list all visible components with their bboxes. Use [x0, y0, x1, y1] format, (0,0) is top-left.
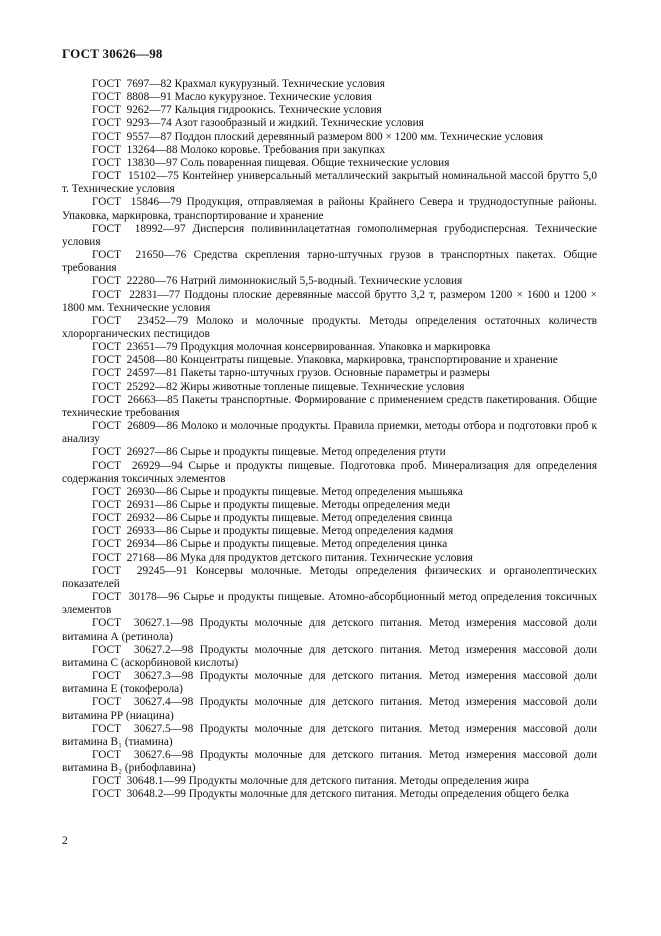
- reference-title: Жиры животные топленые пищевые. Технические условия: [180, 380, 465, 393]
- page-header-standard: ГОСТ 30626—98: [62, 46, 163, 61]
- reference-code: ГОСТ 24597—81: [92, 367, 178, 380]
- reference-title: Консервы молочные. Методы определения физических и органолептических показателей: [62, 564, 597, 590]
- reference-code: ГОСТ 23452—79: [92, 314, 189, 327]
- reference-title: Продукты молочные для детского питания. Метод измерения массовой доли витамина А (ретинола): [62, 617, 597, 643]
- reference-code: ГОСТ 23651—79: [92, 341, 178, 354]
- reference-code: ГОСТ 13264—88: [92, 143, 178, 156]
- reference-title: Продукты молочные для детского питания. Метод измерения массовой доли витамина В₁ (тиамина): [62, 722, 597, 748]
- reference-item: [62, 104, 597, 117]
- reference-item: [62, 367, 597, 380]
- reference-code: ГОСТ 26809—86: [92, 420, 178, 433]
- reference-title: Натрий лимоннокислый 5,5-водный. Технические условия: [180, 275, 463, 288]
- reference-item: [62, 394, 597, 420]
- reference-item: [62, 460, 597, 486]
- reference-item: [62, 144, 597, 157]
- reference-code: ГОСТ 30627.1—98: [92, 617, 194, 630]
- reference-code: ГОСТ 13830—97: [92, 156, 178, 169]
- reference-code: ГОСТ 9557—87: [92, 130, 172, 143]
- reference-code: ГОСТ 22831—77: [92, 288, 181, 301]
- reference-code: ГОСТ 15846—79: [92, 196, 182, 209]
- reference-title: Продукты молочные для детского питания. Метод измерения массовой доли витамина РР (ниацина): [62, 696, 597, 722]
- reference-code: ГОСТ 26934—86: [92, 538, 178, 551]
- reference-title: Крахмал кукурузный. Технические условия: [174, 78, 386, 90]
- reference-item: [62, 723, 597, 749]
- reference-code: ГОСТ 21650—76: [92, 249, 187, 262]
- reference-title: Сырье и продукты пищевые. Метод определения кадмия: [180, 525, 454, 538]
- reference-code: ГОСТ 18992—97: [92, 222, 186, 235]
- reference-item: [62, 696, 597, 722]
- reference-item: [62, 670, 597, 696]
- reference-code: ГОСТ 22280—76: [92, 275, 178, 288]
- reference-title: Продукты молочные для детского питания. Методы определения жира: [188, 775, 529, 788]
- reference-item: [62, 644, 597, 670]
- reference-item: [62, 131, 597, 144]
- reference-title: Молоко и молочные продукты. Правила приемки, методы отбора и подготовки проб к анализу: [62, 420, 597, 446]
- reference-title: Сырье и продукты пищевые. Метод определения свинца: [180, 512, 453, 525]
- reference-item: [62, 749, 597, 775]
- reference-item: [62, 499, 597, 512]
- page-number: 2: [62, 835, 68, 847]
- reference-title: Соль поваренная пищевая. Общие технические условия: [180, 156, 450, 169]
- reference-item: [62, 512, 597, 525]
- reference-title: Сырье и продукты пищевые. Метод определения цинка: [180, 538, 448, 551]
- reference-item: [62, 315, 597, 341]
- reference-code: ГОСТ 27168—86: [92, 551, 178, 564]
- reference-item: [62, 591, 597, 617]
- reference-item: [62, 78, 597, 91]
- reference-title: Кальция гидроокись. Технические условия: [174, 104, 382, 117]
- reference-item: [62, 223, 597, 249]
- reference-title: Средства скрепления тарно-штучных грузов в транспортных пакетах. Общие требования: [62, 249, 598, 275]
- reference-item: [62, 538, 597, 551]
- reference-title: Сырье и продукты пищевые. Метод определения ртути: [180, 446, 446, 459]
- reference-item: [62, 341, 597, 354]
- reference-item: [62, 617, 597, 643]
- reference-title: Продукты молочные для детского питания. Метод измерения массовой доли витамина В₂ (рибофлавина): [62, 748, 597, 775]
- reference-item: [62, 420, 597, 446]
- reference-item: [62, 552, 597, 565]
- reference-item: [62, 170, 597, 196]
- reference-item: [62, 275, 597, 288]
- reference-item: [62, 486, 597, 499]
- reference-code: ГОСТ 30627.6—98: [92, 748, 194, 761]
- reference-title: Молоко и молочные продукты. Методы определения остаточных количеств хлорорганических пестицидов: [62, 314, 598, 340]
- reference-item: [62, 91, 597, 104]
- reference-code: ГОСТ 30648.1—99: [92, 775, 186, 788]
- reference-title: Контейнер универсальный металлический закрытый номинальной массой брутто 5,0 т. Технические условия: [62, 170, 598, 196]
- reference-item: [62, 354, 597, 367]
- reference-code: ГОСТ 25292—82: [92, 380, 178, 393]
- reference-title: Поддон плоский деревянный размером 800 × 1200 мм. Технические условия: [174, 130, 544, 143]
- reference-code: ГОСТ 26929—94: [92, 459, 183, 472]
- reference-title: Сырье и продукты пищевые. Атомно-абсорбционный метод определения токсичных элементов: [62, 591, 598, 617]
- reference-item: [62, 196, 597, 222]
- reference-code: ГОСТ 30178—96: [92, 591, 180, 604]
- reference-item: [62, 446, 597, 459]
- reference-title: Пакеты транспортные. Формирование с применением средств пакетирования. Общие технические требования: [62, 393, 598, 419]
- reference-title: Сырье и продукты пищевые. Методы определения меди: [180, 499, 451, 511]
- reference-title: Поддоны плоские деревянные массой брутто 3,2 т, размером 1200 × 1600 и 1200 × 1800 мм. Технические условия: [62, 288, 597, 314]
- reference-title: Продукция, отправляемая в районы Крайнего Севера и труднодоступные районы. Упаковка, маркировка, транспортирование и хранение: [62, 196, 597, 222]
- reference-title: Концентраты пищевые. Упаковка, маркировка, транспортирование и хранение: [180, 354, 558, 367]
- reference-code: ГОСТ 30648.2—99: [92, 788, 186, 801]
- reference-code: ГОСТ 8808—91: [92, 91, 172, 104]
- reference-item: [62, 289, 597, 315]
- reference-code: ГОСТ 26933—86: [92, 525, 178, 538]
- reference-title: Сырье и продукты пищевые. Подготовка проб. Минерализация для определения содержания токсичных элементов: [62, 459, 598, 485]
- reference-item: [62, 788, 597, 801]
- reference-code: ГОСТ 30627.5—98: [92, 722, 194, 735]
- reference-item: [62, 157, 597, 170]
- reference-title: Продукты молочные для детского питания. Метод измерения массовой доли витамина С (аскорбиновой кислоты): [62, 643, 597, 669]
- reference-title: Продукты молочные для детского питания. Метод измерения массовой доли витамина Е (токоферола): [62, 670, 597, 696]
- reference-item: [62, 565, 597, 591]
- reference-code: ГОСТ 7697—82: [92, 78, 172, 90]
- reference-title: Сырье и продукты пищевые. Метод определения мышьяка: [180, 485, 463, 498]
- reference-code: ГОСТ 29245—91: [92, 564, 188, 577]
- reference-title: Азот газообразный и жидкий. Технические условия: [174, 117, 424, 130]
- reference-code: ГОСТ 30627.4—98: [92, 696, 194, 709]
- reference-code: ГОСТ 26930—86: [92, 485, 178, 498]
- reference-title: Пакеты тарно-штучных грузов. Основные параметры и размеры: [180, 367, 490, 380]
- reference-item: [62, 117, 597, 130]
- normative-references-list: [62, 78, 597, 802]
- reference-item: [62, 775, 597, 788]
- reference-code: ГОСТ 30627.2—98: [92, 643, 194, 656]
- reference-item: [62, 249, 597, 275]
- reference-code: ГОСТ 26927—86: [92, 446, 178, 459]
- reference-code: ГОСТ 9293—74: [92, 117, 172, 130]
- reference-title: Продукция молочная консервированная. Упаковка и маркировка: [180, 341, 491, 354]
- reference-code: ГОСТ 15102—75: [92, 170, 179, 183]
- reference-code: ГОСТ 24508—80: [92, 354, 178, 367]
- reference-title: Масло кукурузное. Технические условия: [174, 91, 372, 104]
- reference-title: Дисперсия поливинилацетатная гомополимерная грубодисперсная. Технические условия: [62, 222, 598, 248]
- reference-title: Продукты молочные для детского питания. Методы определения общего белка: [188, 788, 569, 801]
- reference-code: ГОСТ 26931—86: [92, 499, 178, 511]
- reference-code: ГОСТ 26932—86: [92, 512, 178, 525]
- reference-title: Мука для продуктов детского питания. Технические условия: [180, 551, 473, 564]
- reference-title: Молоко коровье. Требования при закупках: [180, 143, 386, 156]
- reference-code: ГОСТ 9262—77: [92, 104, 172, 117]
- reference-item: [62, 525, 597, 538]
- reference-item: [62, 381, 597, 394]
- reference-code: ГОСТ 30627.3—98: [92, 670, 194, 683]
- reference-code: ГОСТ 26663—85: [92, 393, 179, 406]
